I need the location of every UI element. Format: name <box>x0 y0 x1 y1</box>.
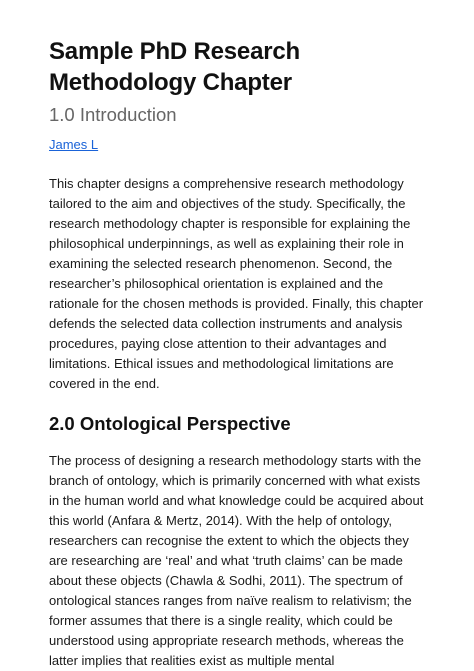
introduction-paragraph: This chapter designs a comprehensive research methodology tailored to the aim and objectives of the study. Specifically, the research methodology chapter is responsible for explaining the philosophical underpinnings, as well as explaining their role in examining the selected research phenomenon. Second, the researcher’s philosophical orientation is explained and the rationale for the chosen methods is provided. Finally, this chapter defends the selected data collection instruments and analysis procedures, paying close attention to their advantages and limitations. Ethical issues and methodological limitations are covered in the end. <box>49 176 424 391</box>
document-subtitle: 1.0 Introduction <box>49 104 177 125</box>
ontology-paragraph: The process of designing a research methodology starts with the branch of ontology, which is primarily concerned with what exists in the human world and what knowledge could be acquired about this world (Anfara & Mertz, 2014). With the help of ontology, researchers can recognise the extent to which the objects they are researching are ‘real’ and what ‘truth claims’ can be made about these objects (Chawla & Sodhi, 2011). The spectrum of ontological stances ranges from naïve realism to relativism; the former assumes that there is a single reality, which could be understood using appropriate research methods, whereas the latter implies that realities exist as multiple mental <box>49 453 424 668</box>
document-title: Sample PhD Research Methodology Chapter <box>49 38 300 96</box>
section-heading: 2.0 Ontological Perspective <box>49 413 291 434</box>
author-link[interactable]: James L <box>49 137 99 152</box>
